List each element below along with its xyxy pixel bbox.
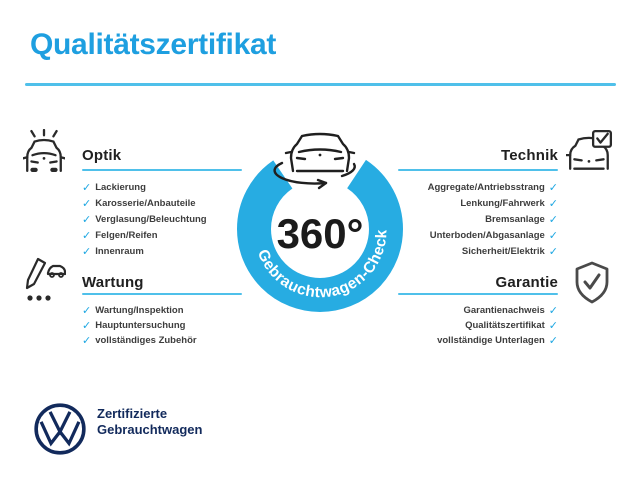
- check-icon: ✓: [548, 244, 558, 258]
- page-title: Qualitätszertifikat: [30, 28, 277, 61]
- vw-logo: [33, 402, 87, 456]
- check-icon: ✓: [82, 212, 92, 226]
- check-item: [82, 227, 207, 243]
- car-checkbox-icon: [566, 129, 614, 175]
- check-item: [485, 211, 558, 227]
- section-title-wartung: Wartung: [82, 274, 144, 291]
- check-icon: ✓: [82, 334, 92, 347]
- check-item-label: Innenraum: [95, 245, 144, 257]
- check-icon: ✓: [548, 334, 558, 347]
- check-item-label: Karosserie/Anbauteile: [95, 197, 196, 209]
- check-item-label: Unterboden/Abgasanlage: [429, 229, 545, 241]
- check-icon: ✓: [82, 196, 92, 210]
- check-item: [82, 303, 197, 318]
- check-item-label: vollständiges Zubehör: [95, 335, 197, 346]
- check-icon: ✓: [82, 228, 92, 242]
- check-item-label: Hauptuntersuchung: [95, 320, 186, 331]
- brand-line2: Gebrauchtwagen: [97, 422, 203, 437]
- check-item-label: Aggregate/Antriebsstrang: [427, 181, 545, 193]
- section-title-technik: Technik: [501, 147, 558, 164]
- check-item: [82, 243, 207, 259]
- check-icon: ✓: [548, 180, 558, 194]
- check-item-label: Qualitätszertifikat: [465, 320, 545, 331]
- check-icon: ✓: [82, 304, 92, 317]
- section-rule-garantie: [398, 293, 558, 295]
- section-title-garantie: Garantie: [495, 274, 558, 291]
- section-rule-wartung: [82, 293, 242, 295]
- check-item: [82, 179, 207, 195]
- degree-label: 360°: [276, 210, 364, 257]
- check-item-label: vollständige Unterlagen: [437, 335, 545, 346]
- check-item-label: Bremsanlage: [485, 213, 545, 225]
- check-icon: ✓: [548, 196, 558, 210]
- check-icon: ✓: [548, 212, 558, 226]
- shield-check-icon: [574, 260, 610, 306]
- brand-line1: Zertifizierte: [97, 406, 168, 421]
- car-shine-icon: [23, 129, 65, 173]
- check-item-label: Verglasung/Beleuchtung: [95, 213, 207, 225]
- wartung-check-list: [82, 303, 197, 348]
- check-icon: ✓: [548, 228, 558, 242]
- check-icon: ✓: [82, 319, 92, 332]
- check-item: [82, 318, 197, 333]
- check-item-label: Garantienachweis: [463, 305, 545, 316]
- check-item: [82, 195, 207, 211]
- title-divider: [25, 83, 616, 86]
- section-title-optik: Optik: [82, 147, 122, 164]
- check-item-label: Lenkung/Fahrwerk: [460, 197, 545, 209]
- check-icon: ✓: [548, 304, 558, 317]
- check-item-label: Sicherheit/Elektrik: [461, 245, 545, 257]
- check-item-label: Wartung/Inspektion: [95, 305, 184, 316]
- pen-checklist-icon: [22, 257, 66, 303]
- check-item: [460, 195, 558, 211]
- check-item: [428, 179, 558, 195]
- technik-check-list: [398, 179, 558, 259]
- check-icon: ✓: [82, 180, 92, 194]
- check-item: [430, 227, 558, 243]
- check-item: [82, 211, 207, 227]
- check-item: [437, 333, 558, 348]
- check-item: [465, 318, 558, 333]
- ring-label: Gebrauchtwagen-Check: [253, 228, 391, 302]
- section-rule-technik: [398, 169, 558, 171]
- section-rule-optik: [82, 169, 242, 171]
- check-item: [82, 333, 197, 348]
- check-item-label: Felgen/Reifen: [95, 229, 158, 241]
- check-item-label: Lackierung: [95, 181, 146, 193]
- 360-check-badge: [220, 116, 420, 320]
- garantie-check-list: [398, 303, 558, 348]
- check-item: [463, 303, 558, 318]
- brand-text: [97, 406, 202, 438]
- car-360-icon: [275, 134, 355, 188]
- optik-check-list: [82, 179, 207, 259]
- check-icon: ✓: [548, 319, 558, 332]
- check-icon: ✓: [82, 244, 92, 258]
- check-item: [462, 243, 558, 259]
